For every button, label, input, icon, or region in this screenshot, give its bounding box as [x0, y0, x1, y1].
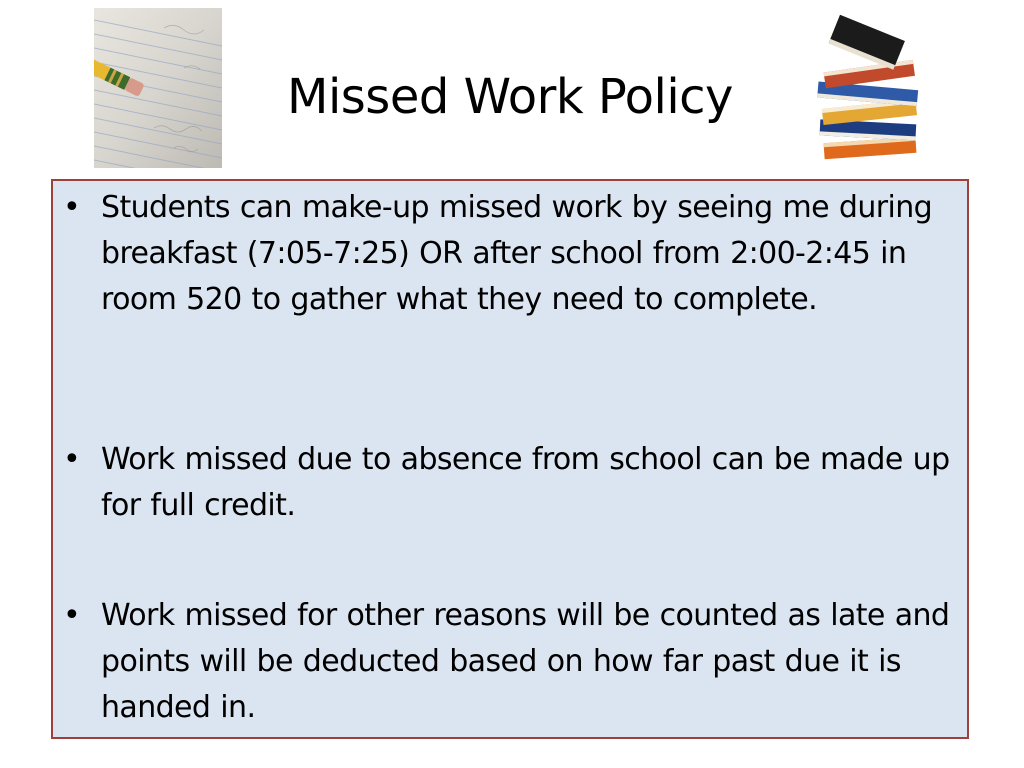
- bullet-text: Work missed due to absence from school can be made up for full credit.: [101, 442, 950, 523]
- slide-title: Missed Work Policy: [287, 69, 733, 125]
- bullet-marker: •: [63, 190, 81, 225]
- books-image: [810, 8, 928, 174]
- paper-pencil-icon: [94, 8, 222, 168]
- bullet-text: Students can make-up missed work by seeing me during breakfast (7:05-7:25) OR after school from 2:00-2:45 in room 520 to gather what they need to complete.: [101, 190, 933, 317]
- bullet-text: Work missed for other reasons will be counted as late and points will be deducted based on how far past due it is handed in.: [101, 598, 950, 725]
- bullet-marker: •: [63, 442, 81, 477]
- paper-pencil-image: [94, 8, 222, 168]
- content-box: [51, 179, 969, 739]
- books-icon: [810, 8, 928, 174]
- bullet-marker: •: [63, 598, 81, 633]
